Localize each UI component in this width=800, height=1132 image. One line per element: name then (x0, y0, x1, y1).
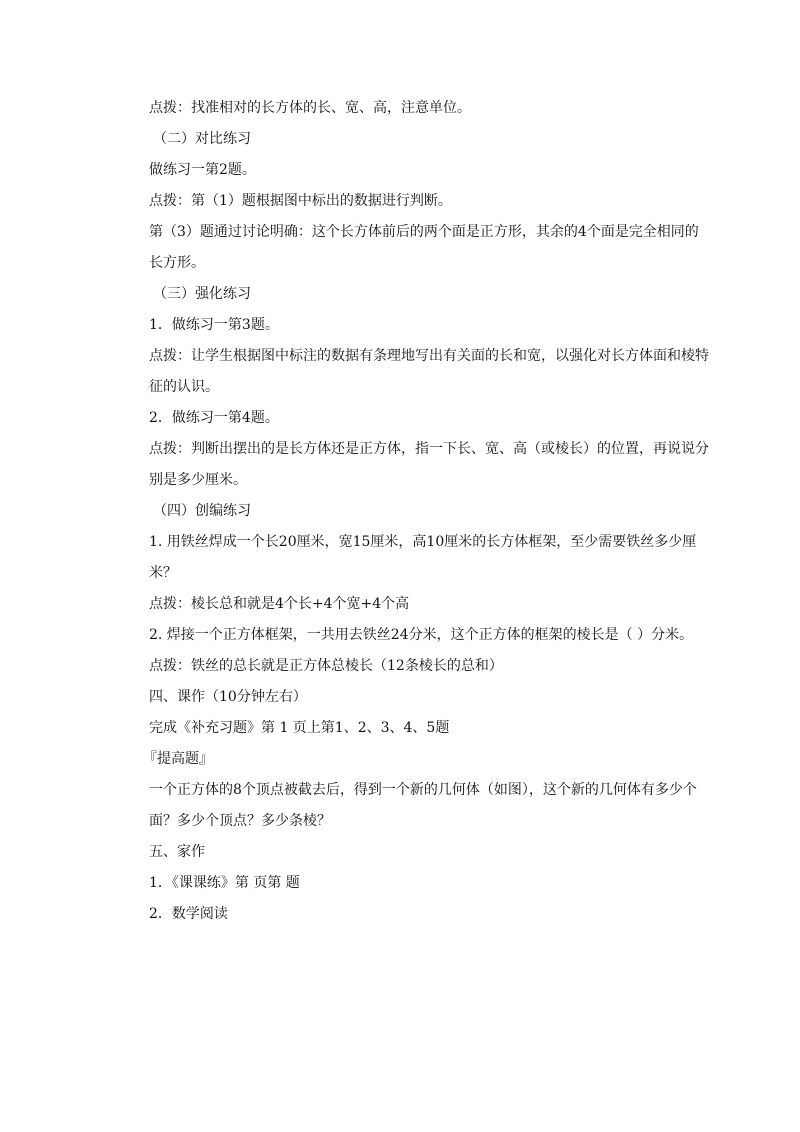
paragraph-exercise-3: 1．做练习一第3题。 (149, 317, 279, 333)
paragraph-exercise-2: 做练习一第2题。 (149, 162, 256, 178)
section-heading-advanced-problem: 『提高题』 (143, 751, 213, 767)
section-heading-comparison-practice: （二）对比练习 (153, 131, 251, 147)
section-heading-creative-practice: （四）创编练习 (153, 503, 251, 519)
paragraph-hint-faces-and-edges: 点拨：让学生根据图中标注的数据有条理地写出有关面的长和宽，以强化对长方体面和棱特征的认识。 (149, 348, 709, 395)
paragraph-hint-cuboid-or-cube: 点拨：判断出摆出的是长方体还是正方体，指一下长、宽、高（或棱长）的位置，再说说分别是多少厘米。 (149, 441, 709, 488)
section-heading-reinforcement-practice: （三）强化练习 (153, 286, 251, 302)
paragraph-hint-dimensions: 点拨：找准相对的长方体的长、宽、高，注意单位。 (149, 100, 471, 116)
paragraph-homework-2: 2．数学阅读 (149, 906, 228, 922)
paragraph-wire-frame-problem: 1. 用铁丝焊成一个长20厘米，宽15厘米，高10厘米的长方体框架，至少需要铁丝多少厘米？ (149, 534, 697, 581)
paragraph-cube-frame-problem: 2. 焊接一个正方体框架，一共用去铁丝24分米，这个正方体的框架的棱长是（ ）分米。 (149, 627, 694, 643)
paragraph-hint-cube-edges: 点拨：铁丝的总长就是正方体总棱长（12条棱长的总和） (149, 658, 503, 674)
paragraph-truncated-cube-problem: 一个正方体的8个顶点被截去后，得到一个新的几何体（如图），这个新的几何体有多少个面？多少个顶点？多少条棱？ (149, 782, 697, 829)
paragraph-question-3-discussion: 第（3）题通过讨论明确：这个长方体前后的两个面是正方形，其余的4个面是完全相同的长方形。 (149, 224, 699, 271)
paragraph-hint-question-1: 点拨：第（1）题根据图中标出的数据进行判断。 (149, 193, 452, 209)
paragraph-homework-1: 1．《课课练》第 页第 题 (149, 875, 300, 891)
section-heading-classwork: 四、课作（10分钟左右） (149, 689, 307, 705)
section-heading-homework: 五、家作 (149, 844, 205, 860)
paragraph-exercise-4: 2．做练习一第4题。 (149, 410, 279, 426)
paragraph-hint-total-edge-length: 点拨：棱长总和就是4个长+4个宽+4个高 (149, 596, 410, 612)
paragraph-supplementary-exercises: 完成《补充习题》第 1 页上第1、2、3、4、5题 (149, 720, 450, 736)
